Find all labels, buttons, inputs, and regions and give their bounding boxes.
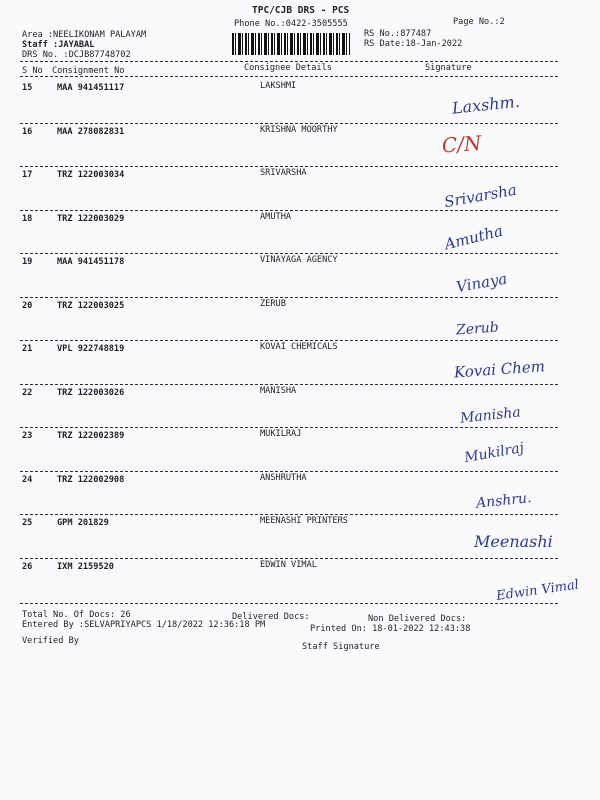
row-consignment-no: MAA 278082831 <box>57 126 125 137</box>
row-sno: 15 <box>22 83 33 93</box>
column-header-separator <box>20 76 558 77</box>
table-row <box>0 254 600 300</box>
handwritten-signature <box>440 217 570 257</box>
table-row <box>0 385 600 431</box>
table-row <box>0 559 600 605</box>
drs-number: DRS No. :DCJB87748702 <box>22 50 131 60</box>
row-consignee: ZERUB <box>260 298 286 309</box>
header-separator <box>20 61 558 62</box>
table-row <box>0 515 600 561</box>
signature-text: Manisha <box>459 403 522 427</box>
signature-text: Laxshm. <box>451 91 521 118</box>
row-consignee: VINAYAGA AGENCY <box>260 255 338 265</box>
handwritten-signature <box>492 571 600 611</box>
row-sno: 18 <box>22 213 33 224</box>
row-consignment-no: MAA 941451117 <box>57 83 125 93</box>
area-field: Area :NEELIKONAM PALAYAM <box>22 30 147 40</box>
row-consignee: LAKSHMI <box>260 81 297 91</box>
column-header-consignment: Consignment No <box>52 66 125 76</box>
row-consignment-no: TRZ 122003034 <box>57 170 125 180</box>
row-sno: 19 <box>22 257 33 267</box>
rs-number: RS No.:877487 <box>364 29 432 39</box>
row-consignee: MEENASHI PRINTERS <box>260 516 348 526</box>
row-sno: 16 <box>22 126 33 137</box>
row-consignment-no: TRZ 122003026 <box>57 387 125 398</box>
row-consignment-no: MAA 941451178 <box>57 257 125 267</box>
table-row <box>0 211 600 257</box>
row-consignee: EDWIN VIMAL <box>260 559 317 570</box>
handwritten-signature <box>438 126 568 166</box>
printed-on: Printed On: 18-01-2022 12:43:38 <box>310 624 471 634</box>
row-sno: 25 <box>22 518 33 528</box>
column-header-signature: Signature <box>425 63 472 73</box>
table-row <box>0 341 600 387</box>
staff-field: Staff :JAYABAL <box>22 40 95 50</box>
row-consignee: KOVAI CHEMICALS <box>260 342 338 352</box>
row-sno: 17 <box>22 170 33 180</box>
row-consignee: KRISHNA MOORTHY <box>260 124 338 135</box>
row-consignee: AMUTHA <box>260 211 292 222</box>
row-consignment-no: VPL 922748819 <box>57 344 125 354</box>
signature-text: Kovai Chem <box>453 357 546 382</box>
staff-signature-label: Staff Signature <box>302 642 380 652</box>
handwritten-signature <box>460 432 590 472</box>
row-consignment-no: TRZ 122003029 <box>57 213 125 224</box>
row-sno: 20 <box>22 300 33 311</box>
signature-text: Anshru. <box>475 489 533 512</box>
signature-text: Vinaya <box>454 269 509 297</box>
table-row <box>0 167 600 213</box>
table-row <box>0 472 600 518</box>
row-consignee: SRIVARSHA <box>260 168 307 178</box>
table-row <box>0 298 600 344</box>
signature-text: C/N <box>441 130 483 157</box>
signature-text: Amutha <box>442 221 505 253</box>
signature-text: Meenashi <box>474 532 553 551</box>
row-sno: 24 <box>22 474 33 485</box>
entered-by: Entered By :SELVAPRIYAPCS 1/18/2022 12:36:18 PM <box>22 620 266 630</box>
non-delivered-docs: Non Delivered Docs: <box>368 614 467 624</box>
row-consignee: MUKILRAJ <box>260 429 302 439</box>
row-sno: 22 <box>22 387 33 398</box>
footer-separator <box>20 603 558 604</box>
phone-number: Phone No.:0422-3505555 <box>234 19 348 29</box>
table-row <box>0 124 600 170</box>
signature-text: Zerub <box>455 319 500 338</box>
row-sno: 23 <box>22 431 33 441</box>
table-row <box>0 428 600 474</box>
signature-text: Edwin Vimal <box>495 577 580 604</box>
total-docs: Total No. Of Docs: 26 <box>22 610 131 620</box>
row-consignment-no: TRZ 122002389 <box>57 431 125 441</box>
row-sno: 21 <box>22 344 33 354</box>
column-header-sno: S No <box>22 66 43 76</box>
row-consignee: MANISHA <box>260 385 297 396</box>
signature-text: Mukilraj <box>463 439 526 467</box>
signature-text: Srivarsha <box>442 180 518 212</box>
row-consignment-no: GPM 201829 <box>57 518 109 528</box>
row-sno: 26 <box>22 561 33 572</box>
row-consignment-no: TRZ 122002908 <box>57 474 125 485</box>
document-title: TPC/CJB DRS - PCS <box>252 5 350 16</box>
row-consignment-no: IXM 2159520 <box>57 561 114 572</box>
barcode <box>232 33 350 55</box>
verified-by-label: Verified By <box>22 636 79 646</box>
rs-date: RS Date:18-Jan-2022 <box>364 39 463 49</box>
table-row <box>0 80 600 126</box>
row-consignment-no: TRZ 122003025 <box>57 300 125 311</box>
handwritten-signature <box>448 86 578 126</box>
row-consignee: ANSHRUTHA <box>260 472 307 483</box>
page-number: Page No.:2 <box>453 17 505 27</box>
delivered-docs: Delivered Docs: <box>232 612 310 622</box>
column-header-consignee: Consignee Details <box>244 63 332 73</box>
